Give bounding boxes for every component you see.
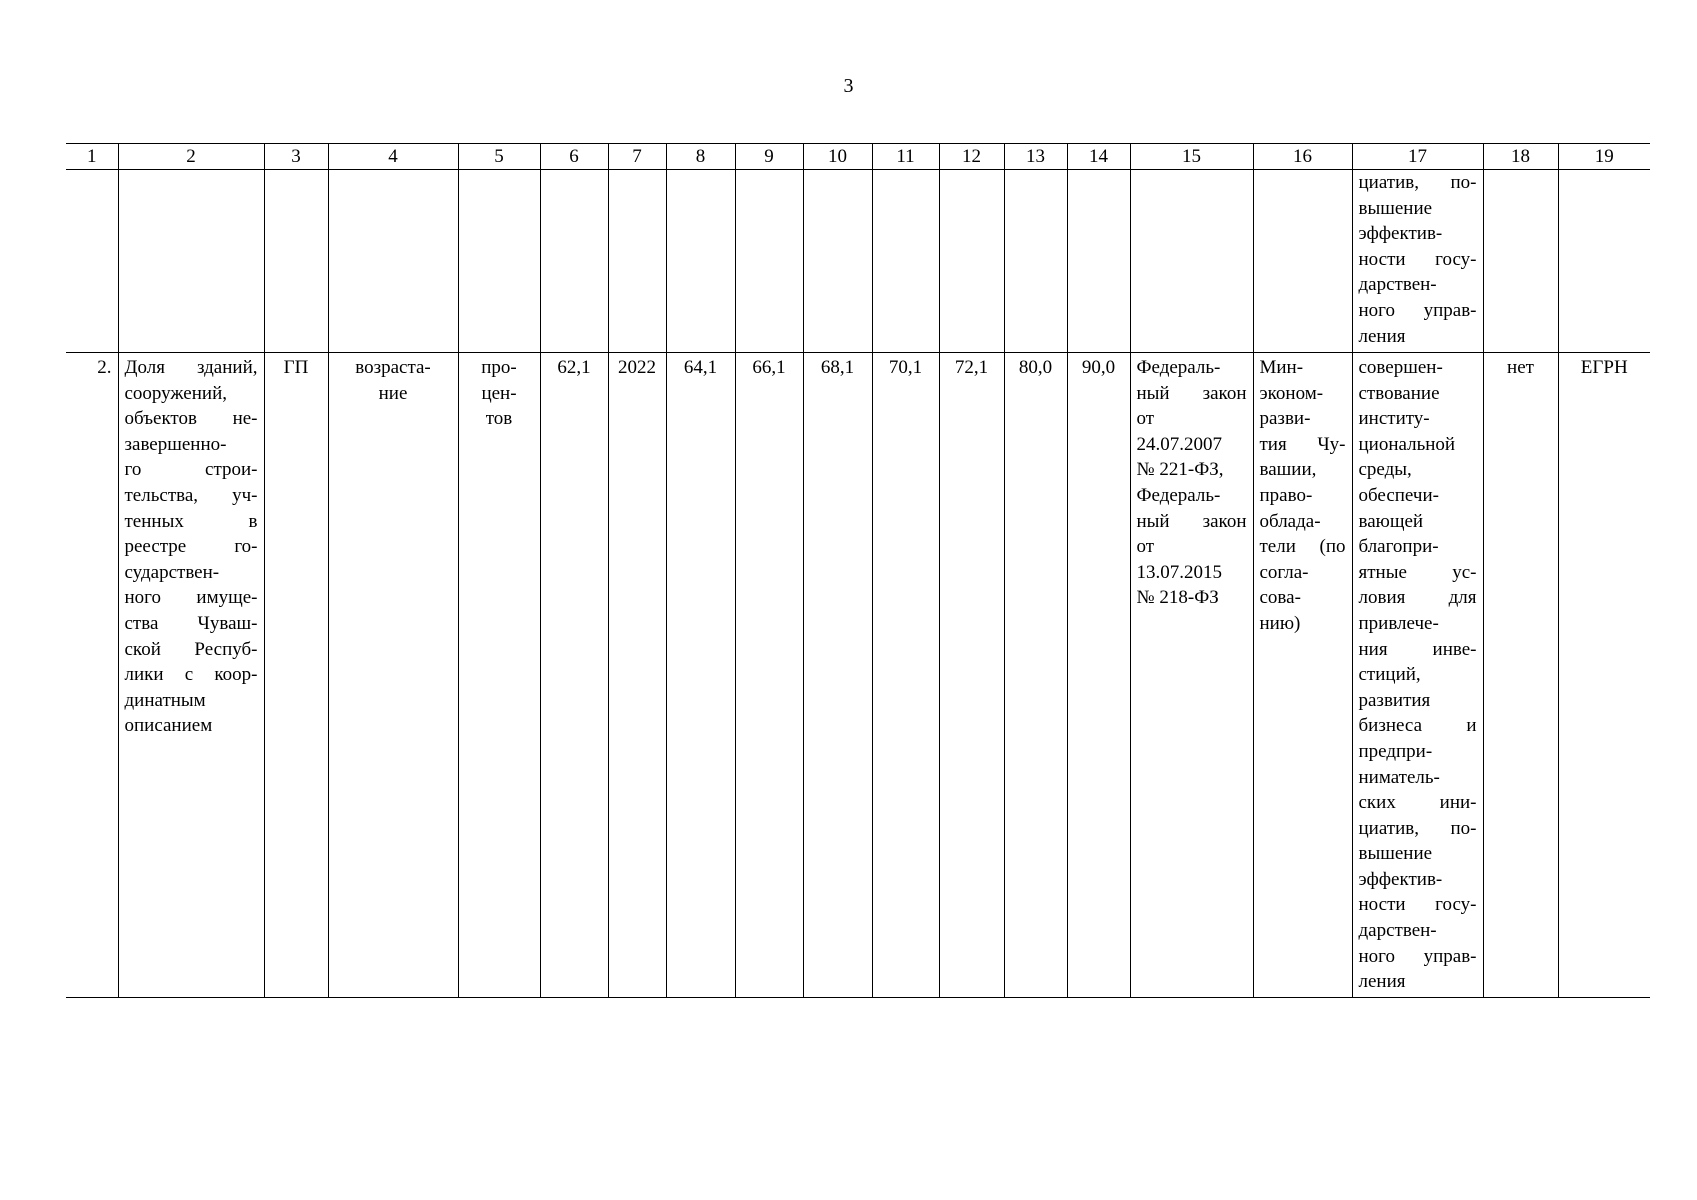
goal-cell: совершен- ствование институ- циональной среды, обеспечи- вающей благопри- ятные ус- ловия для привлече- ния инве- стиций, развития бизнеса и предпри- ниматель- ских ини- циатив, по- вышение эффектив- ности госу- дарствен- ного управ- ления: [1352, 353, 1483, 998]
col-header-4: 4: [328, 144, 458, 170]
value-cell: 72,1: [939, 353, 1004, 998]
value-cell: 70,1: [872, 353, 939, 998]
col-header-17: 17: [1352, 144, 1483, 170]
value-cell: 90,0: [1067, 353, 1130, 998]
row-number: 2.: [66, 353, 118, 998]
value-cell: 64,1: [666, 353, 735, 998]
col-header-1: 1: [66, 144, 118, 170]
value-cell: 68,1: [803, 353, 872, 998]
flag-cell: нет: [1483, 353, 1558, 998]
source-cell: ЕГРН: [1558, 353, 1650, 998]
col-header-18: 18: [1483, 144, 1558, 170]
indicator-table: [66, 143, 1650, 998]
col-header-9: 9: [735, 144, 803, 170]
col-header-19: 19: [1558, 144, 1650, 170]
col-header-2: 2: [118, 144, 264, 170]
indicator-name-cell: Доля зданий, сооружений, объектов не- завершенно- го строи- тельства, уч- тенных в реестре го- сударствен- ного имуще- ства Чуваш- ской Респуб- лики с коор- динатным описанием: [118, 353, 264, 998]
col-header-3: 3: [264, 144, 328, 170]
table-row: [66, 353, 1650, 998]
col-header-5: 5: [458, 144, 540, 170]
value-cell: 66,1: [735, 353, 803, 998]
col-header-10: 10: [803, 144, 872, 170]
base-value-cell: 62,1: [540, 353, 608, 998]
value-cell: 80,0: [1004, 353, 1067, 998]
col-header-16: 16: [1253, 144, 1352, 170]
col-header-11: 11: [872, 144, 939, 170]
base-year-cell: 2022: [608, 353, 666, 998]
responsible-cell: Мин- эконом- разви- тия Чу- вашии, право- облада- тели (по согла- сова- нию): [1253, 353, 1352, 998]
col-header-7: 7: [608, 144, 666, 170]
continuation-row: [66, 170, 1650, 353]
col-header-15: 15: [1130, 144, 1253, 170]
legal-basis-cell: Федераль- ный закон от 24.07.2007 № 221-ФЗ, Федераль- ный закон от 13.07.2015 № 218-ФЗ: [1130, 353, 1253, 998]
page-number: 3: [843, 75, 854, 97]
col-header-12: 12: [939, 144, 1004, 170]
col-header-14: 14: [1067, 144, 1130, 170]
col-header-6: 6: [540, 144, 608, 170]
continuation-goal-cell: циатив, по- вышение эффектив- ности госу- дарствен- ного управ- ления: [1352, 170, 1483, 353]
trend-cell: возраста- ние: [328, 353, 458, 998]
col-header-8: 8: [666, 144, 735, 170]
col-header-13: 13: [1004, 144, 1067, 170]
program-type-cell: ГП: [264, 353, 328, 998]
header-row: [66, 144, 1650, 170]
unit-cell: про- цен- тов: [458, 353, 540, 998]
